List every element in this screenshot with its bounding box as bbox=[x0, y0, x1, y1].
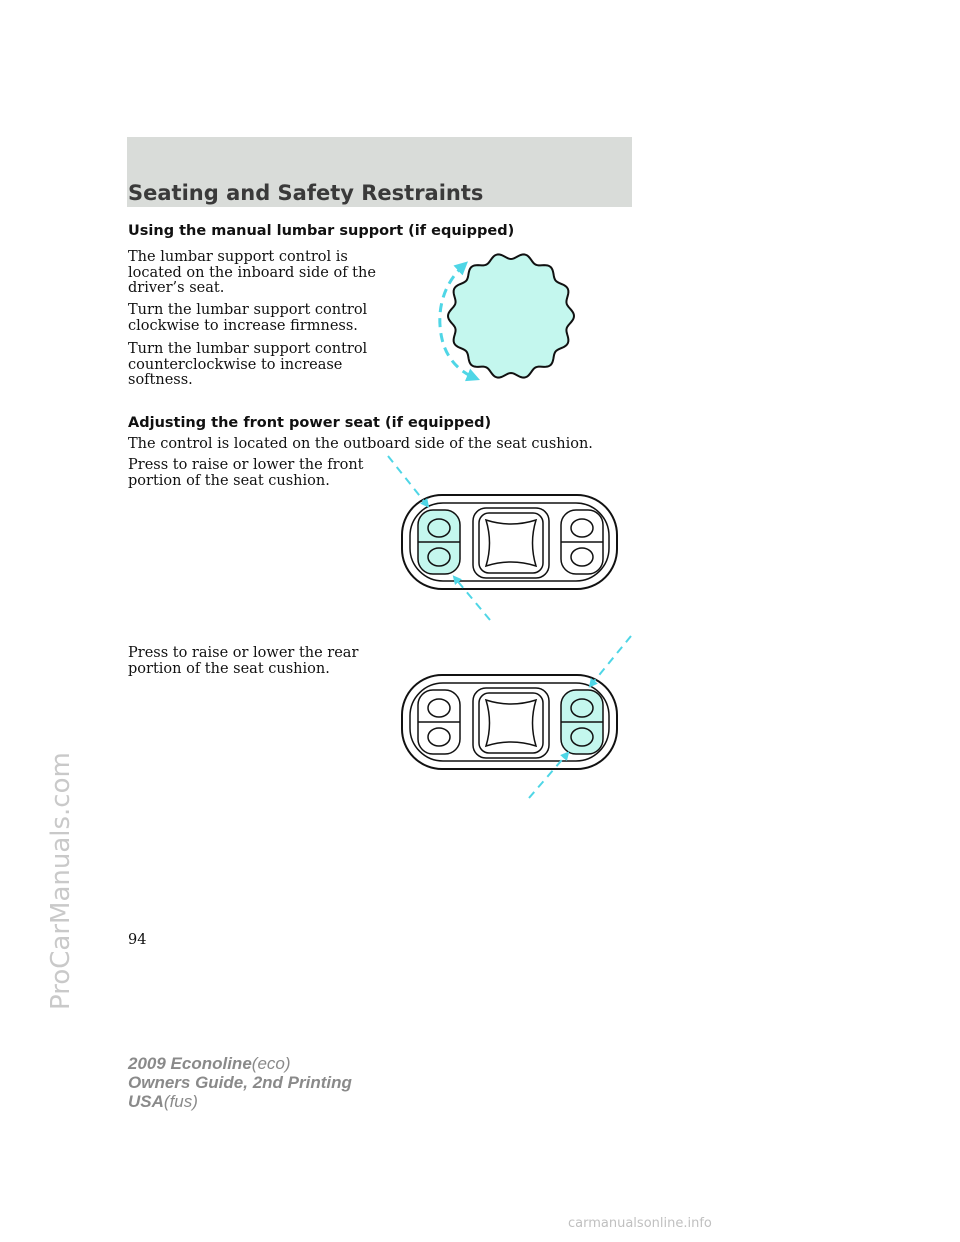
lumbar-paragraph-softness: Turn the lumbar support control counterclockwise to increase softness. bbox=[128, 341, 368, 388]
front-paragraph: Press to raise or lower the front portion of the seat cushion. bbox=[128, 457, 364, 489]
lumbar-heading: Using the manual lumbar support (if equipped) bbox=[128, 223, 515, 239]
power-seat-intro: The control is located on the outboard side of the seat cushion. bbox=[128, 436, 593, 452]
section-title: Seating and Safety Restraints bbox=[128, 181, 484, 205]
lumbar-paragraph-firmness: Turn the lumbar support control clockwise to increase firmness. bbox=[128, 302, 368, 334]
rear-cushion-switch bbox=[561, 690, 603, 754]
rear-cushion-switch bbox=[561, 510, 603, 574]
seat-switch-front-illustration bbox=[385, 450, 635, 625]
footer: 2009 Econoline(eco) Owners Guide, 2nd Printing USA(fus) bbox=[128, 1054, 352, 1111]
rear-up-arrow-icon bbox=[591, 636, 631, 685]
lumbar-knob-icon bbox=[448, 254, 574, 377]
lumbar-knob-illustration bbox=[420, 245, 595, 390]
side-watermark: ProCarManuals.com bbox=[46, 752, 76, 1010]
page-number: 94 bbox=[128, 932, 147, 948]
power-seat-heading: Adjusting the front power seat (if equipped) bbox=[128, 415, 492, 431]
lumbar-paragraph-location: The lumbar support control is located on the inboard side of the driver’s seat. bbox=[128, 249, 376, 296]
front-cushion-switch bbox=[418, 690, 460, 754]
rear-paragraph: Press to raise or lower the rear portion of the seat cushion. bbox=[128, 645, 359, 677]
site-watermark: carmanualsonline.info bbox=[568, 1216, 712, 1231]
seat-switch-rear-illustration bbox=[385, 630, 635, 805]
front-cushion-switch bbox=[418, 510, 460, 574]
front-up-arrow-icon bbox=[388, 456, 427, 505]
